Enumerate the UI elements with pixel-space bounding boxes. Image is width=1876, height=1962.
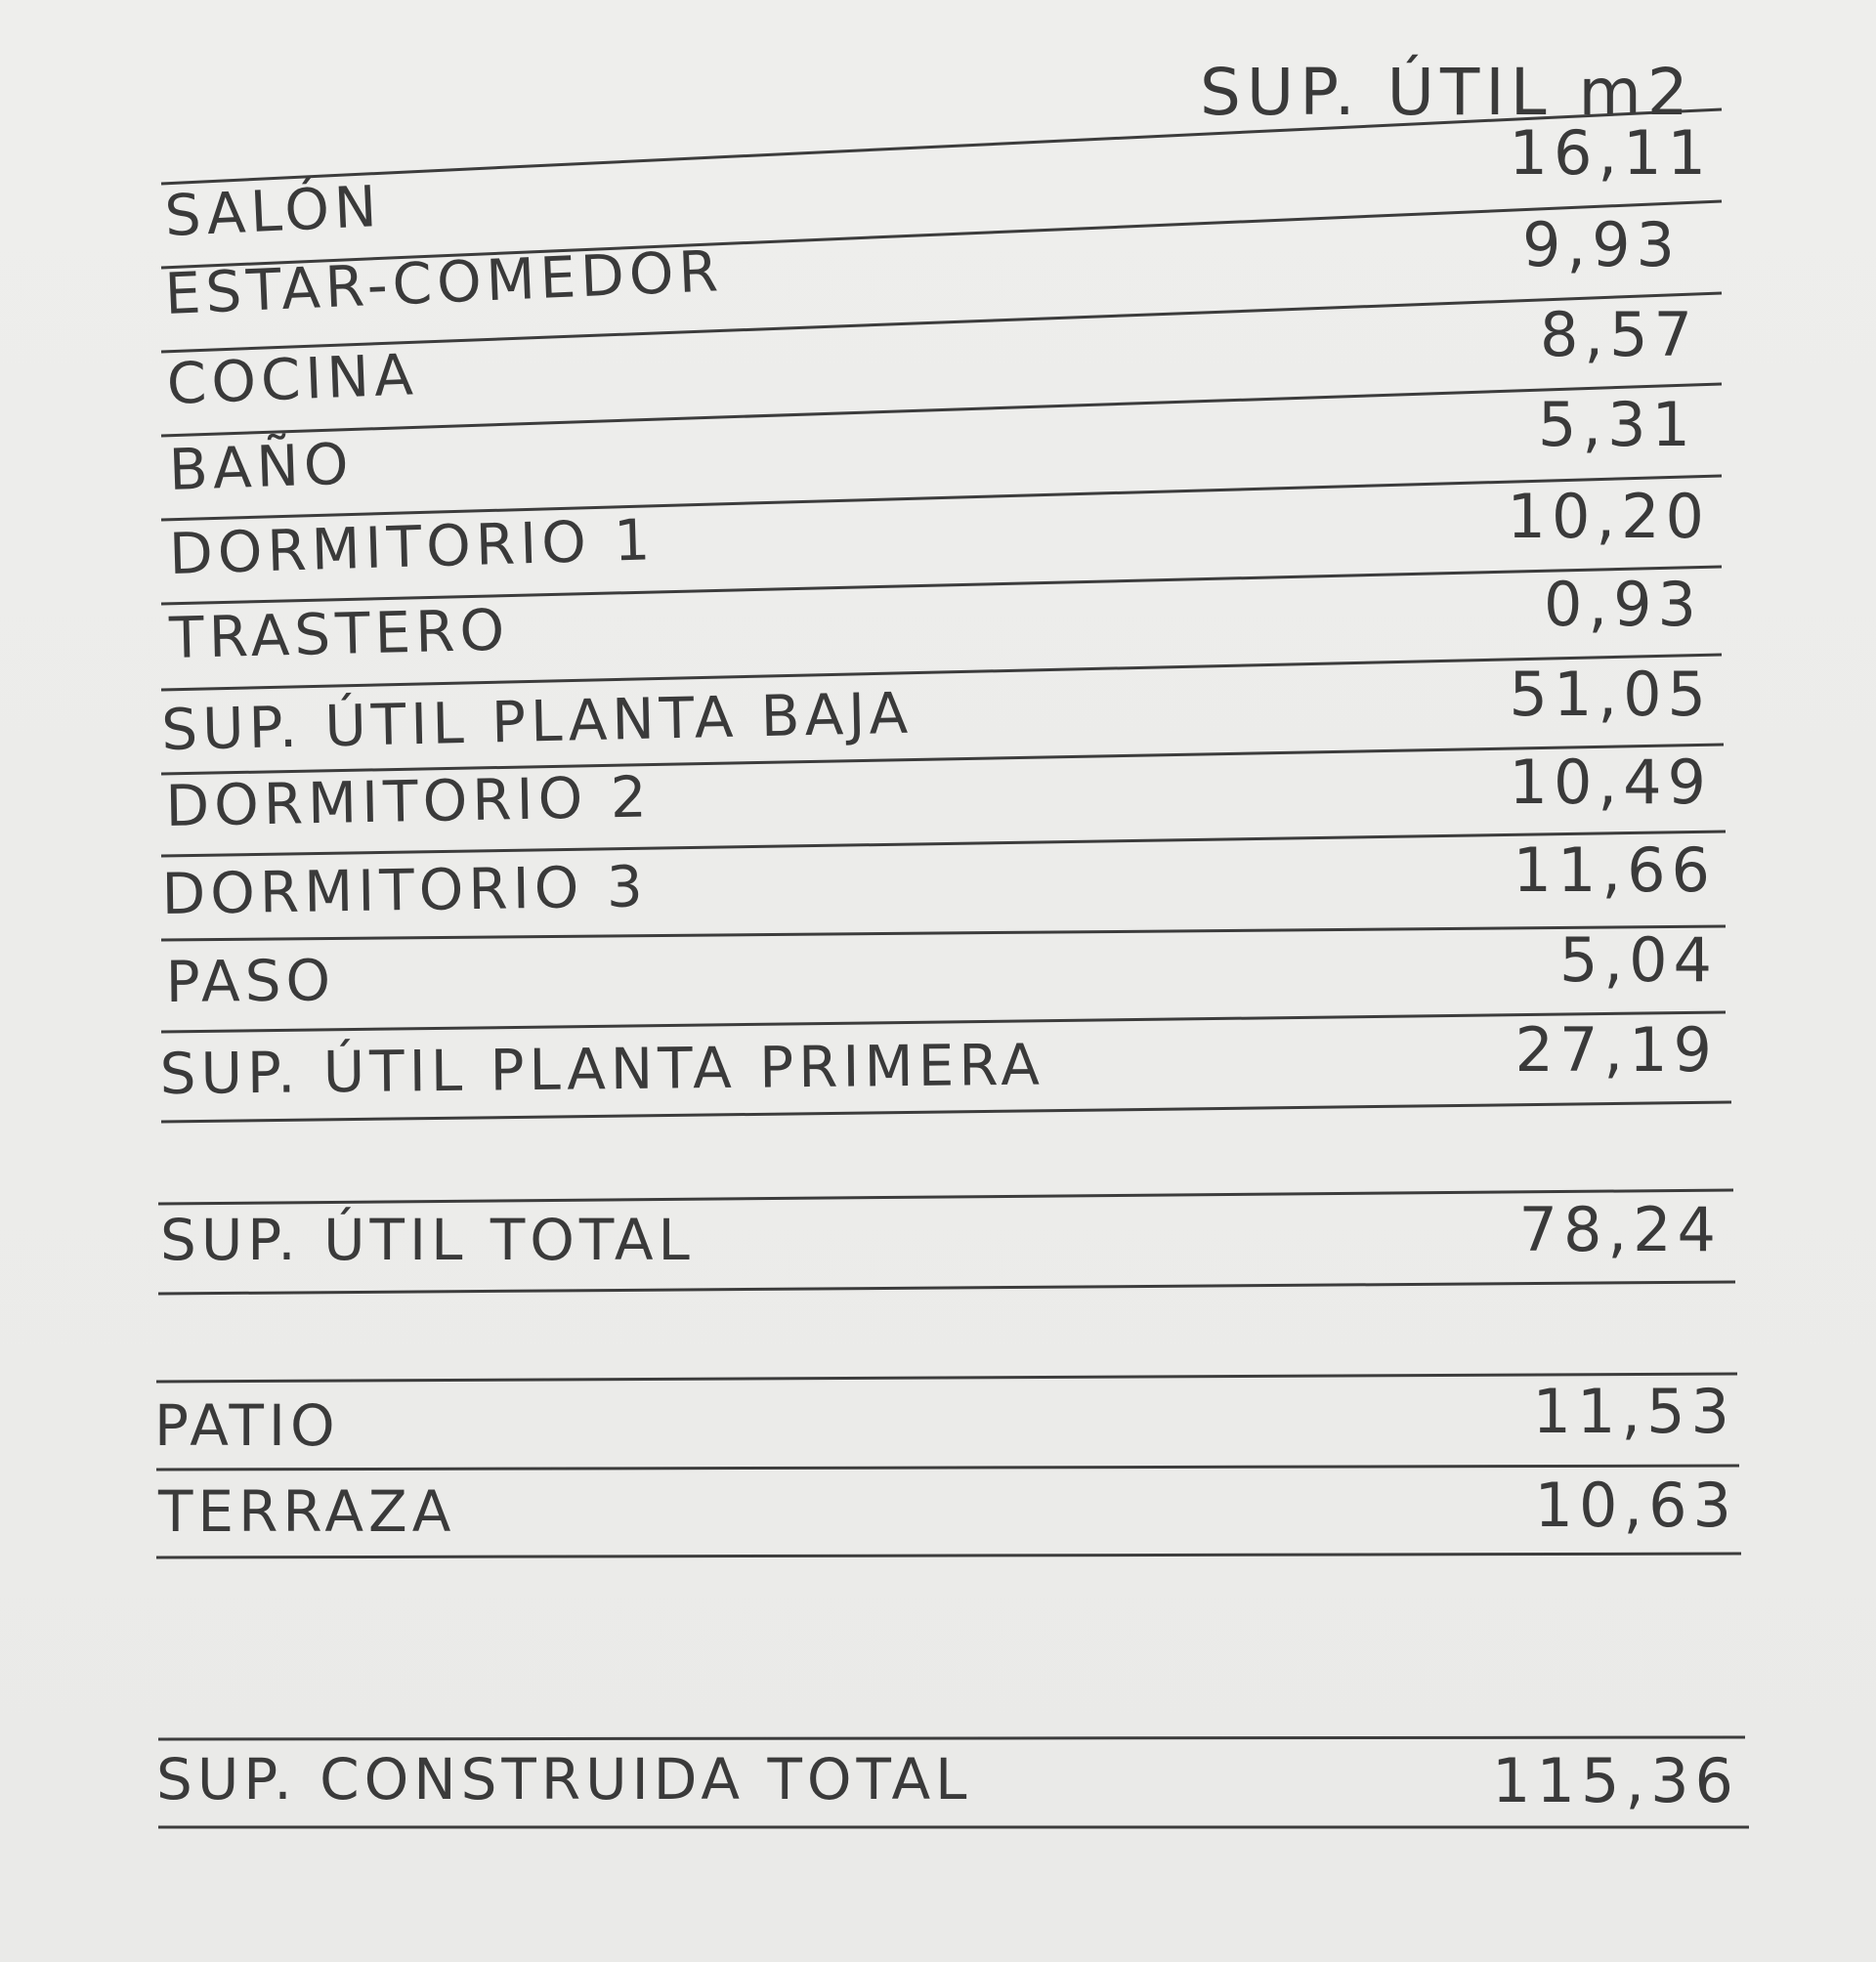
row-value: 51,05 bbox=[1509, 659, 1712, 730]
total-util-label: SUP. ÚTIL TOTAL bbox=[160, 1207, 695, 1273]
construida-top-rule bbox=[158, 1737, 1745, 1739]
total-util-value: 78,24 bbox=[1518, 1194, 1722, 1265]
row-value: 8,57 bbox=[1539, 299, 1698, 370]
row-value: 9,93 bbox=[1521, 209, 1681, 280]
row-rule bbox=[161, 1102, 1731, 1122]
row-label: ESTAR-COMEDOR bbox=[163, 237, 725, 327]
row-value: 10,49 bbox=[1509, 746, 1712, 818]
exterior-top-rule bbox=[156, 1374, 1737, 1382]
row-label: DORMITORIO 1 bbox=[168, 506, 657, 587]
row-label: SUP. ÚTIL PLANTA BAJA bbox=[160, 679, 914, 763]
row-value: 11,66 bbox=[1513, 834, 1716, 906]
row-value: 5,04 bbox=[1558, 924, 1718, 996]
column-header: SUP. ÚTIL m2 bbox=[1200, 55, 1694, 130]
row-value: 16,11 bbox=[1509, 117, 1712, 189]
row-label: SALÓN bbox=[163, 173, 383, 249]
exterior-label: TERRAZA bbox=[158, 1478, 456, 1545]
row-label: DORMITORIO 2 bbox=[164, 763, 653, 839]
row-label: SUP. ÚTIL PLANTA PRIMERA bbox=[159, 1031, 1045, 1107]
row-label: DORMITORIO 3 bbox=[161, 853, 649, 927]
exterior-value: 11,53 bbox=[1532, 1376, 1735, 1447]
total-construida-label: SUP. CONSTRUIDA TOTAL bbox=[156, 1746, 972, 1813]
total-util-bottom-rule bbox=[158, 1282, 1735, 1294]
row-label: COCINA bbox=[165, 341, 419, 417]
exterior-mid-rule bbox=[156, 1466, 1739, 1470]
row-label: BAÑO bbox=[167, 430, 355, 503]
row-value: 27,19 bbox=[1514, 1014, 1718, 1086]
row-label: PASO bbox=[165, 947, 336, 1015]
total-construida-value: 115,36 bbox=[1492, 1745, 1739, 1816]
exterior-label: PATIO bbox=[154, 1392, 340, 1459]
exterior-value: 10,63 bbox=[1534, 1470, 1737, 1541]
row-value: 5,31 bbox=[1537, 389, 1696, 460]
row-label: TRASTERO bbox=[168, 596, 510, 671]
row-value: 10,20 bbox=[1507, 481, 1710, 552]
row-value: 0,93 bbox=[1543, 569, 1702, 640]
exterior-bottom-rule bbox=[156, 1554, 1741, 1557]
